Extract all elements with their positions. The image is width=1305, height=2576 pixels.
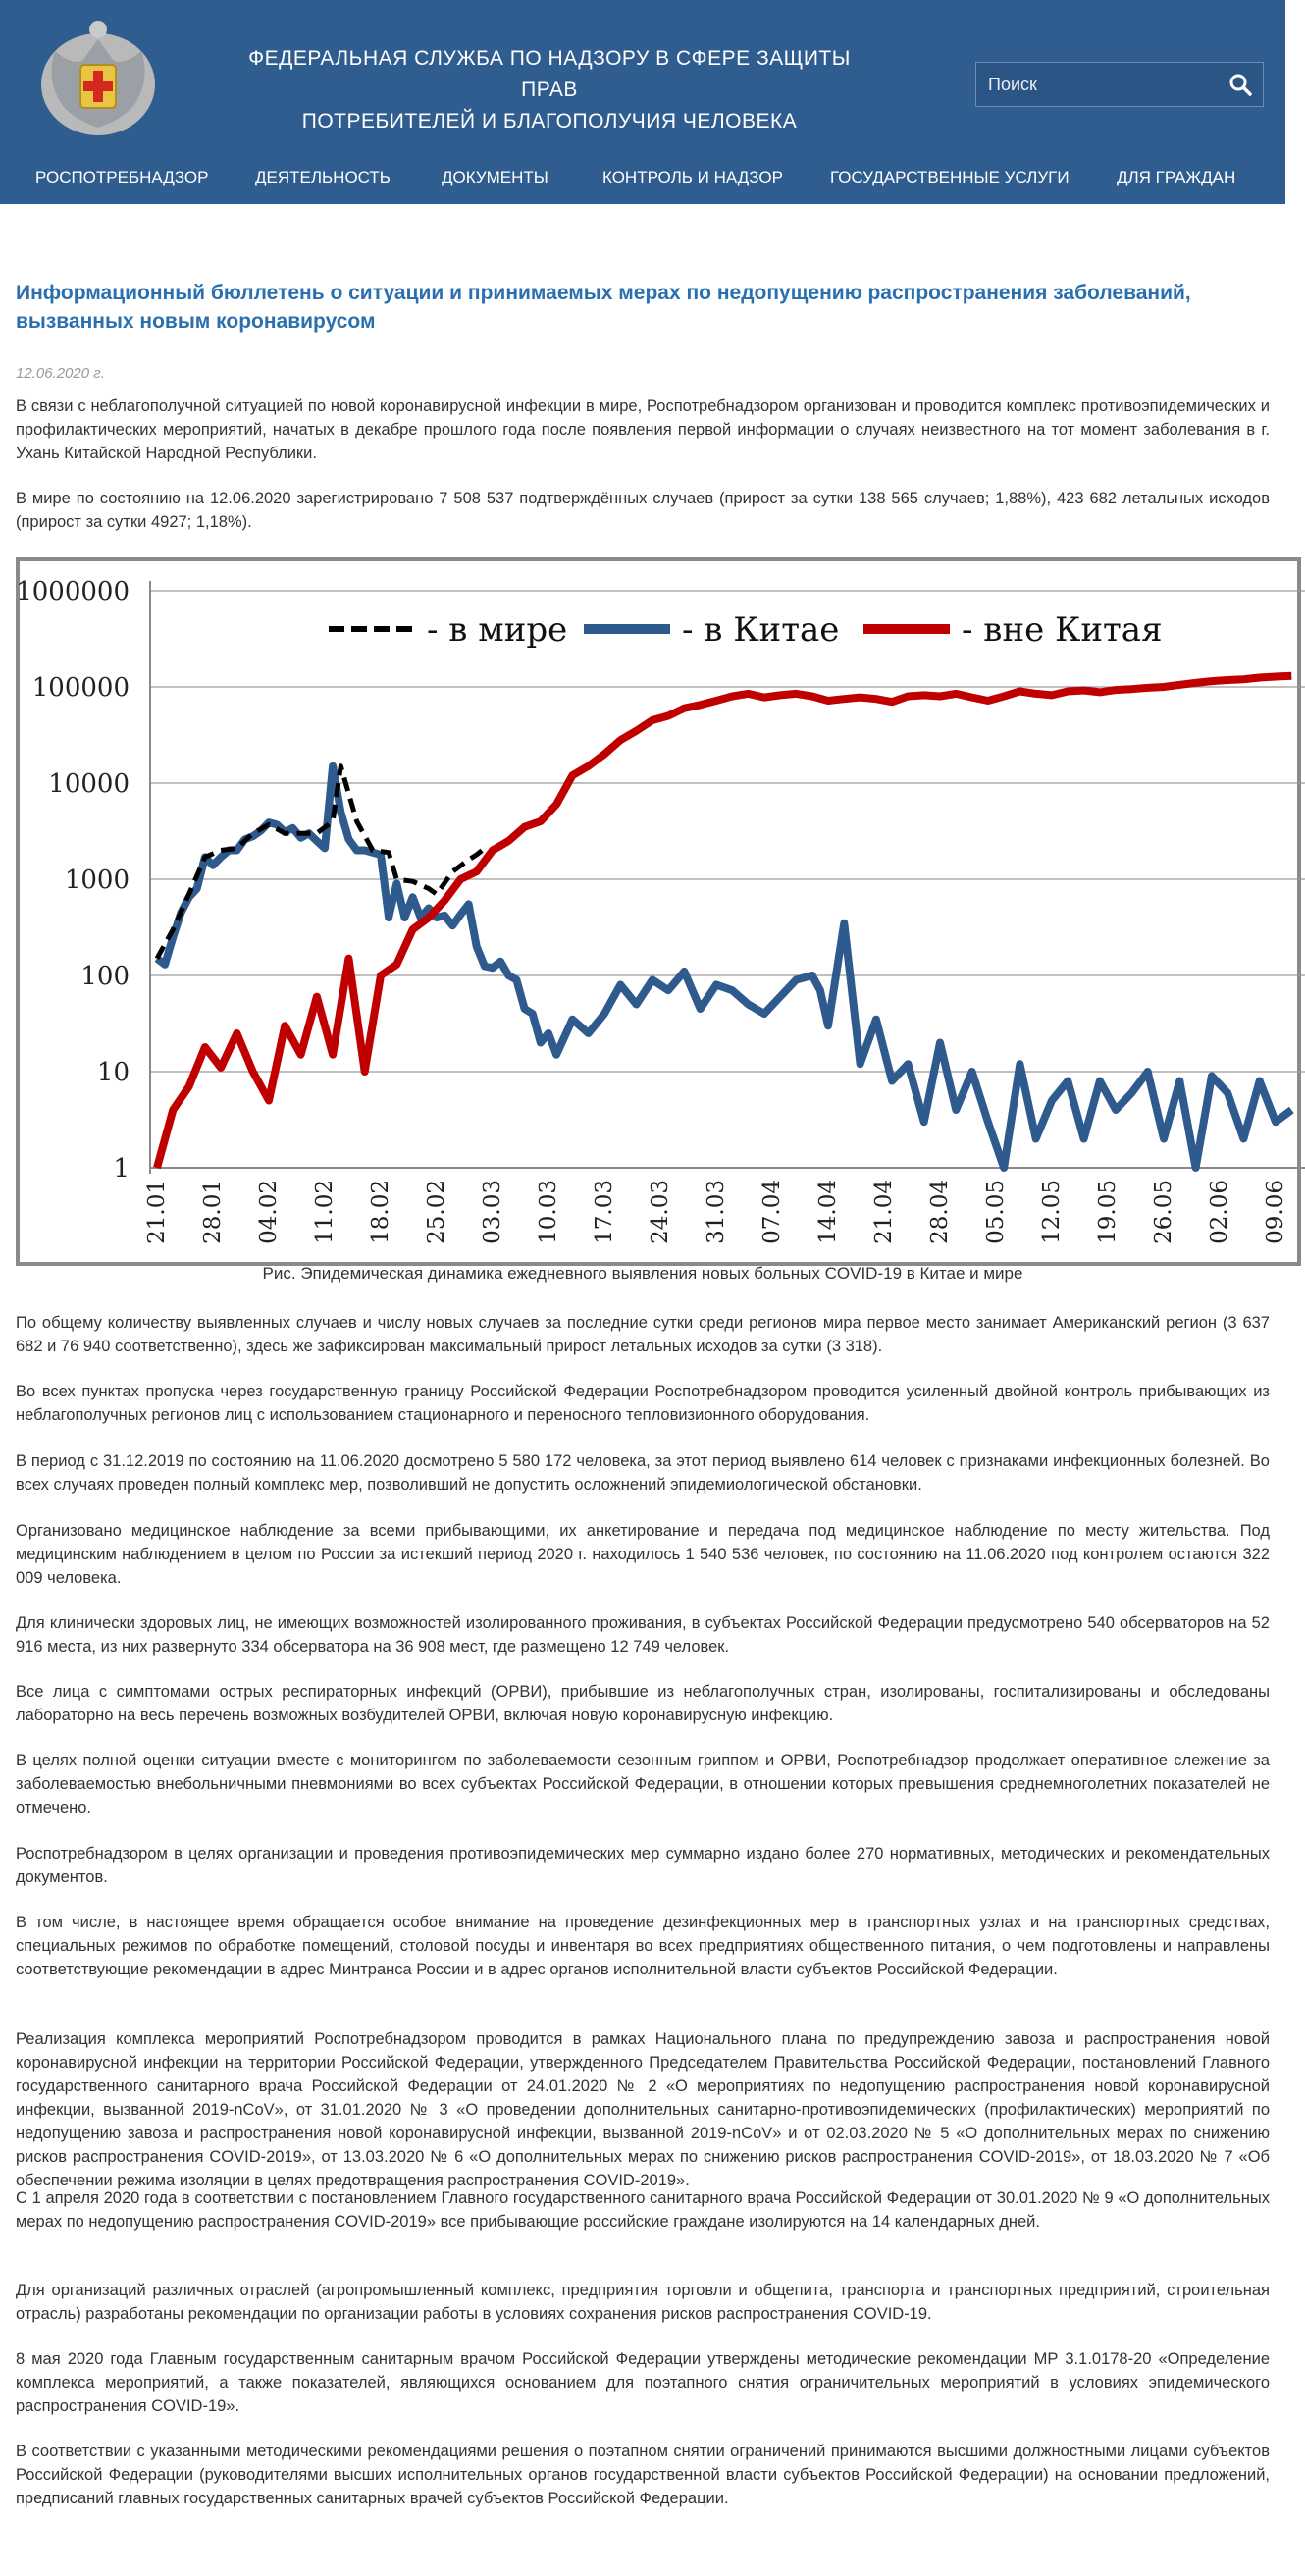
x-tick-label: 26.05: [1151, 1180, 1176, 1244]
chart-canvas: [16, 561, 1305, 1268]
y-tick-label: 1: [113, 1154, 130, 1183]
paragraph-body: Роспотребнадзором в целях организации и проведения противоэпидемических мер суммарно издано более 270 нормативных, методических и рекомендательных документов.: [16, 1845, 1270, 1886]
nav-item-control[interactable]: КОНТРОЛЬ И НАДЗОР: [602, 168, 783, 186]
nav-item-public-services[interactable]: ГОСУДАРСТВЕННЫЕ УСЛУГИ: [830, 168, 1070, 186]
paragraph-intro: В связи с неблагополучной ситуацией по новой коронавирусной инфекции в мире, Роспотребнадзором организован и проводится комплекс противоэпидемических и профилактических мероприятий, начатых в декабре прошлого года после появления первой информации о случаях неизвестного на тот момент заболевания в г. Ухань Китайской Народной Республики.: [16, 397, 1270, 462]
series-line-2: [157, 676, 1291, 1168]
site-title-line-1: ФЕДЕРАЛЬНАЯ СЛУЖБА ПО НАДЗОРУ В СФЕРЕ ЗАЩИТЫ ПРАВ: [248, 47, 851, 101]
y-tick-label: 1000: [64, 866, 130, 895]
y-tick-label: 10000: [48, 769, 130, 799]
x-tick-label: 19.05: [1095, 1180, 1121, 1244]
paragraph-body: Для клинически здоровых лиц, не имеющих возможностей изолированного проживания, в субъектах Российской Федерации предусмотрено 540 обсерваторов на 52 916 места, из них развернуто 334 обсерватора на 36 908 мест, где размещено 12 749 человек.: [16, 1614, 1270, 1656]
x-tick-label: 28.01: [200, 1180, 226, 1244]
x-tick-label: 21.04: [871, 1180, 897, 1244]
nav-item-rospotrebnadzor[interactable]: РОСПОТРЕБНАДЗОР: [35, 168, 209, 186]
y-tick-label: 100: [80, 962, 130, 991]
x-tick-label: 07.04: [759, 1180, 785, 1244]
y-tick-label: 1000000: [16, 577, 130, 606]
x-tick-label: 05.05: [983, 1180, 1009, 1244]
paragraph-body: В соответствии с указанными методическими рекомендациями решения о поэтапном снятии ограничений принимаются высшими должностными лицами субъектов Российской Федерации (руководителями высших исполнительных органов государственной власти субъектов Российской Федерации) на основании предложений, предписаний главных государственных санитарных врачей субъектов Российской Федерации.: [16, 2443, 1270, 2507]
site-title: [245, 43, 854, 137]
paragraph-body: По общему количеству выявленных случаев и числу новых случаев за последние сутки среди регионов мира первое место занимает Американский регион (3 637 682 и 76 940 соответственно), здесь же зафиксирован максимальный прирост летальных исходов за сутки (3 318).: [16, 1314, 1270, 1355]
paragraph-body: В период с 31.12.2019 по состоянию на 11.06.2020 досмотрено 5 580 172 человека, за этот период выявлено 614 человек с признаками инфекционных болезней. Во всех случаях проведен полный комплекс мер, позволивший не допустить осложнений эпидемиологической обстановки.: [16, 1452, 1270, 1494]
x-tick-label: 18.02: [368, 1180, 393, 1244]
article-title: Информационный бюллетень о ситуации и принимаемых мерах по недопущению распространения заболеваний, вызванных новым коронавирусом: [16, 282, 1191, 333]
nav-item-for-citizens[interactable]: ДЛЯ ГРАЖДАН: [1117, 168, 1236, 186]
nav-item-activity[interactable]: ДЕЯТЕЛЬНОСТЬ: [255, 168, 391, 186]
x-tick-label: 17.03: [592, 1180, 617, 1244]
paragraph-body: 8 мая 2020 года Главным государственным санитарным врачом Российской Федерации утверждены методические рекомендации МР 3.1.0178-20 «Определение комплекса мероприятий, а также показателей, являющихся основанием для поэтапного снятия ограничительных мероприятий в условиях эпидемического распространения COVID-19».: [16, 2350, 1270, 2415]
main-nav: [0, 163, 1285, 196]
x-tick-label: 24.03: [648, 1180, 673, 1244]
x-tick-label: 14.04: [815, 1180, 841, 1244]
site-title-line-2: ПОТРЕБИТЕЛЕЙ И БЛАГОПОЛУЧИЯ ЧЕЛОВЕКА: [301, 110, 798, 132]
search-input[interactable]: [976, 63, 1212, 106]
paragraph-world-stats: В мире по состоянию на 12.06.2020 зарегистрировано 7 508 537 подтверждённых случаев (прирост за сутки 138 565 случаев; 1,88%), 423 682 летальных исходов (прирост за сутки 4927; 1,18%).: [16, 490, 1270, 531]
x-tick-label: 04.02: [256, 1180, 282, 1244]
paragraph-body: Реализация комплекса мероприятий Роспотребнадзором проводится в рамках Национального плана по предупреждению завоза и распространения новой коронавирусной инфекции на территории Российской Федерации, утвержденного Председателем Правительства Российской Федерации, постановлений Главного государственного санитарного врача Российской Федерации от 24.01.2020 № 2 «О мероприятиях по недопущению распространения новой коронавирусной инфекции, вызванной 2019-nCoV», от 31.01.2020 № 3 «О проведении дополнительных санитарно-противоэпидемических (профилактических) мероприятий по недопущению завоза и распространения новой коронавирусной инфекции, вызванной 2019-nCoV» и от 02.03.2020 № 5 «О дополнительных мерах по снижению рисков распространения COVID-2019», от 13.03.2020 № 6 «О дополнительных мерах по снижению рисков распространения COVID-2019», от 18.03.2020 № 7 «Об обеспечении режима изоляции в целях предотвращения распространения COVID-2019».: [16, 2030, 1270, 2189]
nav-item-documents[interactable]: ДОКУМЕНТЫ: [442, 168, 548, 186]
x-tick-label: 10.03: [536, 1180, 561, 1244]
paragraph-body: В том числе, в настоящее время обращается особое внимание на проведение дезинфекционных мер в транспортных узлах и на транспортных средствах, специальных режимов по обработке помещений, столовой посуды и инвентаря во всех предприятиях общественного питания, о чем подготовлены и направлены соответствующие рекомендации в адрес Минтранса России и в адрес органов исполнительной власти субъектов Российской Федерации.: [16, 1914, 1270, 1978]
x-tick-label: 02.06: [1207, 1180, 1232, 1244]
x-tick-label: 09.06: [1263, 1180, 1288, 1244]
epidemic-chart: [16, 557, 1301, 1266]
site-header: [0, 0, 1285, 204]
paragraph-body: В целях полной оценки ситуации вместе с мониторингом по заболеваемости сезонным гриппом и ОРВИ, Роспотребнадзор продолжает оперативное слежение за заболеваемостью внебольничными пневмониями во всех субъектах Российской Федерации, в отношении которых превышения среднемноголетних показателей не отмечено.: [16, 1752, 1270, 1816]
x-tick-label: 12.05: [1039, 1180, 1065, 1244]
x-tick-label: 28.04: [927, 1180, 953, 1244]
coat-of-arms-logo[interactable]: [35, 12, 161, 141]
legend-label-0: - в мире: [427, 610, 568, 650]
y-tick-label: 10: [96, 1058, 130, 1087]
search-icon[interactable]: [1224, 69, 1257, 100]
paragraph-body: Организовано медицинское наблюдение за всеми прибывающими, их анкетирование и передача под медицинское наблюдение по месту жительства. Под медицинским наблюдением в целом по России за истекший период 2020 г. находилось 1 540 536 человек, по состоянию на 11.06.2020 под контролем остаются 322 009 человека.: [16, 1522, 1270, 1587]
x-tick-label: 03.03: [480, 1180, 505, 1244]
paragraph-body: Все лица с симптомами острых респираторных инфекций (ОРВИ), прибывшие из неблагополучных стран, изолированы, госпитализированы и обследованы лабораторно на весь перечень возможных возбудителей ОРВИ, включая новую коронавирусную инфекцию.: [16, 1683, 1270, 1724]
paragraph-body: Для организаций различных отраслей (агропромышленный комплекс, предприятия торговли и общепита, транспорта и транспортных предприятий, строительная отрасль) разработаны рекомендации по организации работы в условиях сохранения рисков распространения COVID-19.: [16, 2282, 1270, 2323]
paragraph-body: С 1 апреля 2020 года в соответствии с постановлением Главного государственного санитарного врача Российской Федерации от 30.01.2020 № 9 «О дополнительных мерах по недопущению распространения COVID-2019» все прибывающие российские граждане изолируются на 14 календарных дней.: [16, 2189, 1270, 2231]
x-tick-label: 31.03: [704, 1180, 729, 1244]
article-date: 12.06.2020 г.: [16, 365, 105, 382]
legend-label-1: - в Китае: [682, 610, 840, 650]
chart-caption: Рис. Эпидемическая динамика ежедневного выявления новых больных COVID-19 в Китае и мире: [262, 1264, 1023, 1283]
paragraph-body: Во всех пунктах пропуска через государственную границу Российской Федерации Роспотребнадзором проводится усиленный двойной контроль прибывающих из неблагополучных регионов лиц с использованием стационарного и переносного тепловизионного оборудования.: [16, 1383, 1270, 1424]
legend-label-2: - вне Китая: [962, 610, 1163, 650]
y-tick-label: 100000: [31, 673, 130, 703]
search-box: [975, 62, 1264, 107]
x-tick-label: 25.02: [424, 1180, 449, 1244]
x-tick-label: 11.02: [312, 1180, 338, 1244]
x-tick-label: 21.01: [144, 1180, 170, 1244]
